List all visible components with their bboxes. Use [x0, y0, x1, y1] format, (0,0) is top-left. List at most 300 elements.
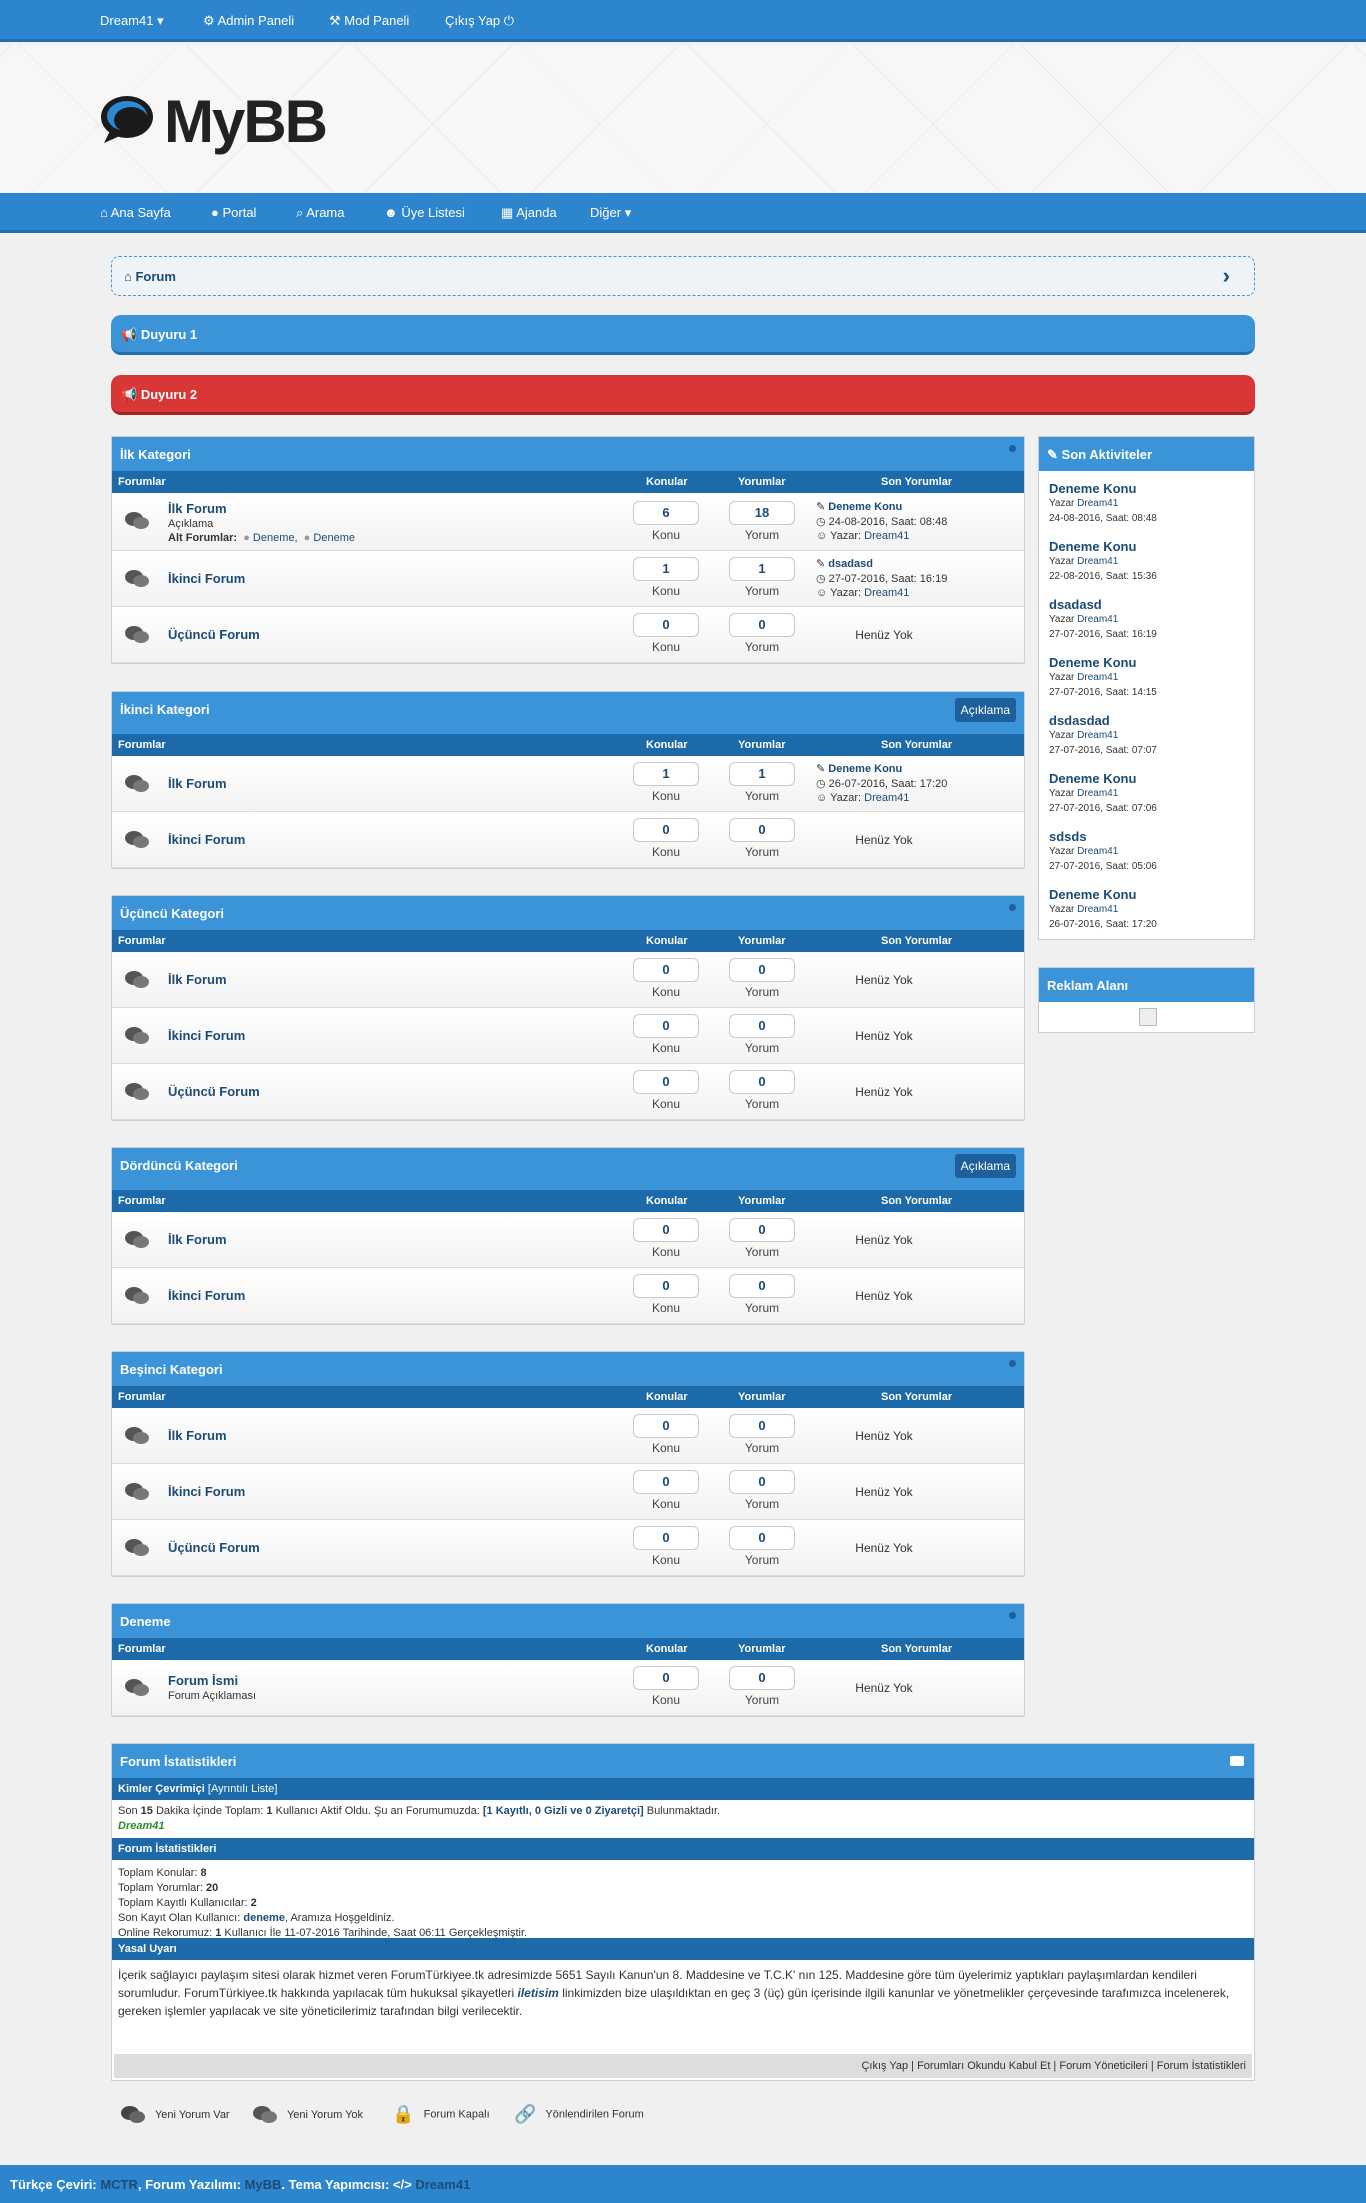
megaphone-icon: 📢 [121, 387, 138, 402]
activity-author [1049, 904, 1118, 915]
activity-item[interactable] [1039, 529, 1254, 587]
forum-row [112, 1064, 1024, 1120]
thread-label: Konu [651, 1497, 681, 1511]
ad-panel [1038, 967, 1255, 1033]
activity-item[interactable] [1039, 471, 1254, 529]
post-count: 18 [729, 501, 795, 525]
forum-link[interactable]: İlk Forum [168, 776, 227, 791]
post-label: Yorum [744, 789, 780, 803]
announcement-1-text: Duyuru 1 [140, 327, 198, 342]
thread-count: 0 [633, 1014, 699, 1038]
online-text: Son [118, 1805, 141, 1817]
forum-row [112, 1520, 1024, 1576]
online-text: Bulunmaktadır. [643, 1805, 721, 1817]
activity-author [1049, 498, 1118, 509]
stat-value: 1 [215, 1927, 222, 1939]
footer-label: . Tema Yapımcısı: [281, 2177, 390, 2192]
post-count: 0 [729, 1014, 795, 1038]
forum-description: Açıklama [168, 518, 214, 530]
activity-title[interactable]: Deneme Konu [1049, 655, 1137, 670]
activity-date: 22-08-2016, Saat: 15:36 [1049, 571, 1157, 582]
forum-read-icon [124, 1481, 150, 1503]
activity-date: 27-07-2016, Saat: 14:15 [1049, 687, 1157, 698]
nav-search[interactable] [296, 205, 344, 221]
col-last: Son Yorumlar [881, 476, 953, 488]
online-user-link[interactable]: Dream41 [118, 1820, 165, 1832]
col-forums: Forumlar [118, 935, 166, 947]
activity-date: 27-07-2016, Saat: 07:06 [1049, 803, 1157, 814]
stats-subheader [112, 1838, 1254, 1860]
thread-count: 0 [633, 1470, 699, 1494]
last-post-link[interactable]: Deneme Konu [828, 501, 903, 513]
category-title: Beşinci Kategori [120, 1362, 223, 1377]
footer-label: Türkçe Çeviri: [10, 2177, 97, 2192]
col-threads: Konular [646, 739, 688, 751]
lock-icon: 🔒 [392, 2104, 415, 2124]
user-icon: ☺ [816, 587, 828, 599]
activity-author-link[interactable]: Dream41 [1077, 730, 1119, 741]
forum-row [112, 1464, 1024, 1520]
forum-row [112, 756, 1024, 812]
announcement-2[interactable] [111, 375, 1255, 415]
logout-link[interactable] [445, 13, 514, 29]
col-forums: Forumlar [118, 739, 166, 751]
activity-date: 27-07-2016, Saat: 07:07 [1049, 745, 1157, 756]
online-list-link[interactable]: [Ayrıntılı Liste] [207, 1783, 278, 1795]
online-body [112, 1800, 1254, 1838]
forum-description: Forum Açıklaması [168, 1690, 257, 1702]
activity-title[interactable]: Deneme Konu [1049, 887, 1137, 902]
nav-calendar-label: Ajanda [516, 205, 557, 220]
thread-label: Konu [651, 584, 681, 598]
post-label: Yorum [744, 1097, 780, 1111]
activity-title[interactable]: sdsds [1049, 829, 1087, 844]
nav-portal[interactable] [211, 205, 256, 220]
legend-new [120, 2104, 230, 2126]
table-header [112, 734, 1024, 756]
no-posts: Henüz Yok [855, 628, 913, 642]
top-bar [0, 0, 1366, 42]
forum-read-icon [124, 1537, 150, 1559]
forum-link[interactable]: İlk Forum [168, 972, 227, 987]
megaphone-icon: 📢 [121, 327, 138, 342]
stats-title: Forum İstatistikleri [120, 1754, 237, 1769]
nav-portal-label: Portal [222, 205, 257, 220]
category-title: Deneme [120, 1614, 171, 1629]
thread-count: 0 [633, 1526, 699, 1550]
activity-item[interactable] [1039, 703, 1254, 761]
thread-label: Konu [651, 985, 681, 999]
col-last: Son Yorumlar [881, 1195, 953, 1207]
col-threads: Konular [646, 1643, 688, 1655]
activity-item[interactable] [1039, 877, 1254, 935]
post-count: 0 [729, 1274, 795, 1298]
thread-label: Konu [651, 1301, 681, 1315]
last-post-author [816, 792, 909, 804]
last-post-link[interactable]: Deneme Konu [828, 763, 903, 775]
forum-link[interactable]: Üçüncü Forum [168, 1084, 260, 1099]
activity-author [1049, 672, 1118, 683]
category-1 [111, 436, 1025, 664]
nav-members-label: Üye Listesi [401, 205, 465, 220]
stat-label: , Aramıza Hoşgeldiniz. [284, 1912, 395, 1924]
post-label: Yorum [744, 1441, 780, 1455]
forum-read-icon [124, 1677, 150, 1699]
thread-count: 0 [633, 958, 699, 982]
mod-panel-link[interactable] [329, 13, 409, 29]
activity-item[interactable] [1039, 761, 1254, 819]
post-label: Yorum [744, 1041, 780, 1055]
forum-read-icon [124, 1285, 150, 1307]
post-label: Yorum [744, 640, 780, 654]
activity-title[interactable]: dsadasd [1049, 597, 1102, 612]
forum-row [112, 1212, 1024, 1268]
online-minutes: 15 [140, 1805, 153, 1817]
forum-read-icon [124, 773, 150, 795]
legend-closed-text: Forum Kapalı [423, 2108, 490, 2121]
forum-link[interactable]: Üçüncü Forum [168, 1540, 260, 1555]
last-post-author [816, 587, 909, 599]
mod-label: Mod Paneli [344, 13, 410, 28]
calendar-icon: ▦ [501, 205, 514, 220]
last-post [816, 557, 873, 570]
stats-icon[interactable] [1230, 1756, 1244, 1766]
activity-item[interactable] [1039, 587, 1254, 645]
nav-more-label: Diğer [590, 205, 622, 220]
thread-count: 6 [633, 501, 699, 525]
forum-link[interactable]: İlk Forum [168, 1428, 227, 1443]
activity-author-link[interactable]: Dream41 [1077, 556, 1119, 567]
thread-count: 0 [633, 1666, 699, 1690]
last-post-date-text: 24-08-2016, Saat: 08:48 [828, 516, 948, 528]
forum-link[interactable]: İlk Forum [168, 1232, 227, 1247]
category-header[interactable] [112, 1148, 1024, 1190]
user-menu[interactable]: Dream41 ▾ [100, 13, 164, 28]
activity-title[interactable]: dsdasdad [1049, 713, 1110, 728]
legend-closed [392, 2104, 490, 2125]
nav-members[interactable] [384, 205, 465, 220]
post-label: Yorum [744, 1553, 780, 1567]
thread-count: 0 [633, 1274, 699, 1298]
theme-author-link[interactable]: Dream41 [415, 2177, 471, 2192]
post-count: 0 [729, 1218, 795, 1242]
panel-title: Son Aktiviteler [1061, 447, 1153, 462]
forum-link[interactable]: Forum İsmi [168, 1673, 239, 1688]
forum-row [112, 1660, 1024, 1716]
last-post-date [816, 572, 947, 585]
by-label: Yazar [1049, 556, 1075, 567]
activity-author [1049, 730, 1118, 741]
stat-label: Toplam Konular: [118, 1867, 201, 1879]
category-4 [111, 1147, 1025, 1325]
author-label: Yazar: [830, 587, 862, 599]
col-threads: Konular [646, 935, 688, 947]
collapse-icon[interactable] [1009, 445, 1016, 452]
forum-new-icon [120, 2104, 146, 2126]
stats-header [112, 1744, 1254, 1778]
user-icon: ☺ [816, 792, 828, 804]
logo-bubble-icon [100, 95, 158, 145]
stat-label: Kullanıcı İle 11-07-2016 Tarihinde, Saat 06:11 Gerçekleşmiştir. [221, 1927, 528, 1939]
legal-text: İçerik sağlayıcı paylaşım sitesi olarak hizmet veren ForumTürkiyee.tk adresimizde 5651 Sayılı Kanun'un 8. Maddesine ve T.C.K' nın 125. Maddesine göre tüm üyelerimiz yaptıkları paylaşımlardan kendileri sorumludur. ForumTürkiyee.tk hakkında yapılacak tüm hukuksal şikayetleri [118, 1968, 1197, 2000]
gear-icon: ⚙ [203, 13, 215, 28]
forum-read-icon [124, 568, 150, 590]
category-header[interactable] [112, 1604, 1024, 1638]
activity-title[interactable]: Deneme Konu [1049, 481, 1137, 496]
category-title: İkinci Kategori [120, 702, 210, 717]
post-count: 0 [729, 958, 795, 982]
stat-label: Toplam Kayıtlı Kullanıcılar: [118, 1897, 251, 1909]
header-banner [0, 45, 1366, 193]
category-5 [111, 1351, 1025, 1577]
post-count: 1 [729, 762, 795, 786]
contact-link[interactable]: iletisim [517, 1986, 559, 2000]
col-posts: Yorumlar [738, 935, 786, 947]
legal-title: Yasal Uyarı [118, 1943, 177, 1955]
nav-more[interactable]: Diğer ▾ [590, 205, 632, 220]
user-name: Dream41 [100, 13, 154, 28]
software-link[interactable]: MyBB [244, 2177, 282, 2192]
legend-nonew [252, 2104, 363, 2126]
forum-read-icon [252, 2104, 278, 2126]
forum-row [112, 952, 1024, 1008]
newest-user-link[interactable]: deneme [243, 1912, 285, 1924]
stat-value: 20 [206, 1882, 219, 1894]
no-posts: Henüz Yok [855, 973, 913, 987]
post-label: Yorum [744, 845, 780, 859]
col-last: Son Yorumlar [881, 1391, 953, 1403]
no-posts: Henüz Yok [855, 1485, 913, 1499]
col-forums: Forumlar [118, 476, 166, 488]
post-count: 0 [729, 613, 795, 637]
last-post-date [816, 777, 947, 790]
post-count: 1 [729, 557, 795, 581]
author-label: Yazar: [830, 530, 862, 542]
table-header [112, 1190, 1024, 1212]
forum-link[interactable]: İkinci Forum [168, 1484, 246, 1499]
admin-label: Admin Paneli [217, 13, 295, 28]
col-forums: Forumlar [118, 1195, 166, 1207]
thread-label: Konu [651, 1693, 681, 1707]
legend-nonew-text: Yeni Yorum Yok [286, 2108, 364, 2121]
forum-row [112, 607, 1024, 663]
col-threads: Konular [646, 1195, 688, 1207]
no-posts: Henüz Yok [855, 833, 913, 847]
link-icon: 🔗 [514, 2104, 537, 2124]
forum-read-icon [124, 1025, 150, 1047]
activity-date: 27-07-2016, Saat: 05:06 [1049, 861, 1157, 872]
col-posts: Yorumlar [738, 739, 786, 751]
no-posts: Henüz Yok [855, 1233, 913, 1247]
collapse-icon[interactable] [1009, 904, 1016, 911]
activity-author [1049, 788, 1118, 799]
online-text: Kullanıcı Aktif Oldu. Şu an Forumumuzda: [272, 1805, 483, 1817]
collapse-icon[interactable] [1009, 1612, 1016, 1619]
logout-label: Çıkış Yap [445, 13, 501, 28]
forum-link[interactable]: Üçüncü Forum [168, 627, 260, 642]
pencil-icon: ✎ [816, 558, 826, 570]
post-label: Yorum [744, 1497, 780, 1511]
online-count: 1 [266, 1805, 273, 1817]
breadcrumb-forum[interactable] [124, 269, 176, 284]
thread-count: 0 [633, 1218, 699, 1242]
main-nav [0, 193, 1366, 233]
category-3 [111, 895, 1025, 1121]
announcement-1[interactable] [111, 315, 1255, 355]
col-posts: Yorumlar [738, 1195, 786, 1207]
thread-count: 0 [633, 1414, 699, 1438]
post-label: Yorum [744, 1245, 780, 1259]
home-icon: ⌂ [124, 269, 132, 284]
col-posts: Yorumlar [738, 476, 786, 488]
thread-label: Konu [651, 1441, 681, 1455]
forum-read-icon [124, 510, 150, 532]
activity-author-link[interactable]: Dream41 [1077, 672, 1119, 683]
author-link[interactable]: Dream41 [864, 792, 910, 804]
post-count: 0 [729, 1526, 795, 1550]
online-text: Dakika İçinde Toplam: [152, 1805, 267, 1817]
gavel-icon: ⚒ [329, 13, 341, 28]
table-header [112, 471, 1024, 493]
thread-count: 0 [633, 818, 699, 842]
post-label: Yorum [744, 1693, 780, 1707]
by-label: Yazar [1049, 846, 1075, 857]
thread-label: Konu [651, 528, 681, 542]
legal-text: linkimizden bize ulaşıldıktan en geç 3 (üç) gün içerisinde ilgili kanunlar ve yönetmelikler çerçevesinde tarafımızca incelenerek, gereken işlemler yapılacak ve site yöneticilerimiz tarafından bilgi verilecektir. [118, 1986, 1230, 2018]
logo-text: MyBB [164, 88, 327, 155]
activity-date: 26-07-2016, Saat: 17:20 [1049, 919, 1157, 930]
pencil-icon: ✎ [1047, 447, 1058, 462]
legal-body [112, 1960, 1254, 2026]
clock-icon: ◷ [816, 778, 826, 790]
activity-author [1049, 556, 1118, 567]
description-button[interactable]: Açıklama [955, 698, 1016, 722]
admin-panel-link[interactable] [203, 13, 294, 29]
search-icon: ⌕ [296, 205, 304, 220]
post-count: 0 [729, 818, 795, 842]
activity-author-link[interactable]: Dream41 [1077, 614, 1119, 625]
legend-redirect-text: Yönlendirilen Forum [545, 2108, 644, 2121]
stats-links-text: Çıkış Yap | Forumları Okundu Kabul Et | Forum Yöneticileri | Forum İstatistikleri [861, 2060, 1246, 2072]
category-header[interactable] [112, 437, 1024, 471]
category-2 [111, 691, 1025, 869]
activity-author-link[interactable]: Dream41 [1077, 788, 1119, 799]
online-header [112, 1778, 1254, 1800]
last-post [816, 500, 902, 513]
breadcrumb-label: Forum [135, 269, 176, 284]
activity-title[interactable]: Deneme Konu [1049, 539, 1137, 554]
post-count: 0 [729, 1666, 795, 1690]
subforum-link[interactable]: Deneme, [252, 532, 298, 544]
activity-date: 24-08-2016, Saat: 08:48 [1049, 513, 1157, 524]
chevron-right-icon[interactable]: › [1222, 263, 1230, 288]
activity-date: 27-07-2016, Saat: 16:19 [1049, 629, 1157, 640]
comment-icon: ● [211, 205, 219, 220]
subforum-link[interactable]: Deneme [313, 532, 355, 544]
category-title: İlk Kategori [120, 447, 191, 462]
thread-label: Konu [651, 1553, 681, 1567]
breadcrumb [111, 256, 1255, 296]
forum-read-icon [124, 1229, 150, 1251]
forum-read-icon [124, 829, 150, 851]
legal-header [112, 1938, 1254, 1960]
activity-author-link[interactable]: Dream41 [1077, 498, 1119, 509]
no-posts: Henüz Yok [855, 1541, 913, 1555]
category-header[interactable] [112, 896, 1024, 930]
ad-image[interactable] [1139, 1008, 1157, 1026]
post-count: 0 [729, 1414, 795, 1438]
forum-row [112, 1008, 1024, 1064]
activity-author [1049, 614, 1118, 625]
subforums: Alt Forumlar: ● Deneme, ● Deneme [168, 532, 355, 544]
col-last: Son Yorumlar [881, 1643, 953, 1655]
forum-link[interactable]: İkinci Forum [168, 1028, 246, 1043]
thread-count: 0 [633, 613, 699, 637]
collapse-icon[interactable] [1009, 1360, 1016, 1367]
legend-new-text: Yeni Yorum Var [154, 2108, 230, 2121]
activity-author [1049, 846, 1118, 857]
col-posts: Yorumlar [738, 1643, 786, 1655]
forum-read-icon [124, 969, 150, 991]
activity-author-link[interactable]: Dream41 [1077, 846, 1119, 857]
thread-count: 0 [633, 1070, 699, 1094]
thread-label: Konu [651, 640, 681, 654]
forum-link[interactable]: İkinci Forum [168, 832, 246, 847]
activity-title[interactable]: Deneme Konu [1049, 771, 1137, 786]
category-header[interactable] [112, 1352, 1024, 1386]
home-icon: ⌂ [100, 205, 108, 220]
last-post-date-text: 26-07-2016, Saat: 17:20 [828, 778, 948, 790]
by-label: Yazar [1049, 498, 1075, 509]
panel-title: Reklam Alanı [1047, 978, 1129, 993]
no-posts: Henüz Yok [855, 1289, 913, 1303]
post-label: Yorum [744, 1301, 780, 1315]
last-post-link[interactable]: dsadasd [828, 558, 873, 570]
legend-redirect [514, 2104, 644, 2125]
translator-link[interactable]: MCTR [100, 2177, 138, 2192]
forum-link[interactable]: İkinci Forum [168, 1288, 246, 1303]
category-header[interactable] [112, 692, 1024, 734]
col-last: Son Yorumlar [881, 739, 953, 751]
forum-link[interactable]: İkinci Forum [168, 571, 246, 586]
pencil-icon: ✎ [816, 763, 826, 775]
stats-subtitle: Forum İstatistikleri [118, 1843, 217, 1855]
activity-item[interactable] [1039, 645, 1254, 703]
author-link[interactable]: Dream41 [864, 587, 910, 599]
forum-link[interactable]: İlk Forum [168, 501, 227, 516]
thread-count: 1 [633, 557, 699, 581]
stat-label: Toplam Yorumlar: [118, 1882, 207, 1894]
online-summary: [1 Kayıtlı, 0 Gizli ve 0 Ziyaretçi] [482, 1805, 644, 1817]
table-header [112, 1386, 1024, 1408]
thread-label: Konu [651, 1041, 681, 1055]
activity-author-link[interactable]: Dream41 [1077, 904, 1119, 915]
author-link[interactable]: Dream41 [864, 530, 910, 542]
col-threads: Konular [646, 1391, 688, 1403]
last-post [816, 762, 902, 775]
recent-activity-panel [1038, 436, 1255, 940]
online-title: Kimler Çevrimiçi [118, 1783, 205, 1795]
description-button[interactable]: Açıklama [955, 1154, 1016, 1178]
col-forums: Forumlar [118, 1643, 166, 1655]
nav-home[interactable] [100, 205, 171, 220]
forum-row [112, 1408, 1024, 1464]
nav-calendar[interactable] [501, 205, 557, 221]
stats-links[interactable] [114, 2054, 1252, 2078]
col-last: Son Yorumlar [881, 935, 953, 947]
stat-label: Online Rekorumuz: [118, 1927, 216, 1939]
activity-item[interactable] [1039, 819, 1254, 877]
